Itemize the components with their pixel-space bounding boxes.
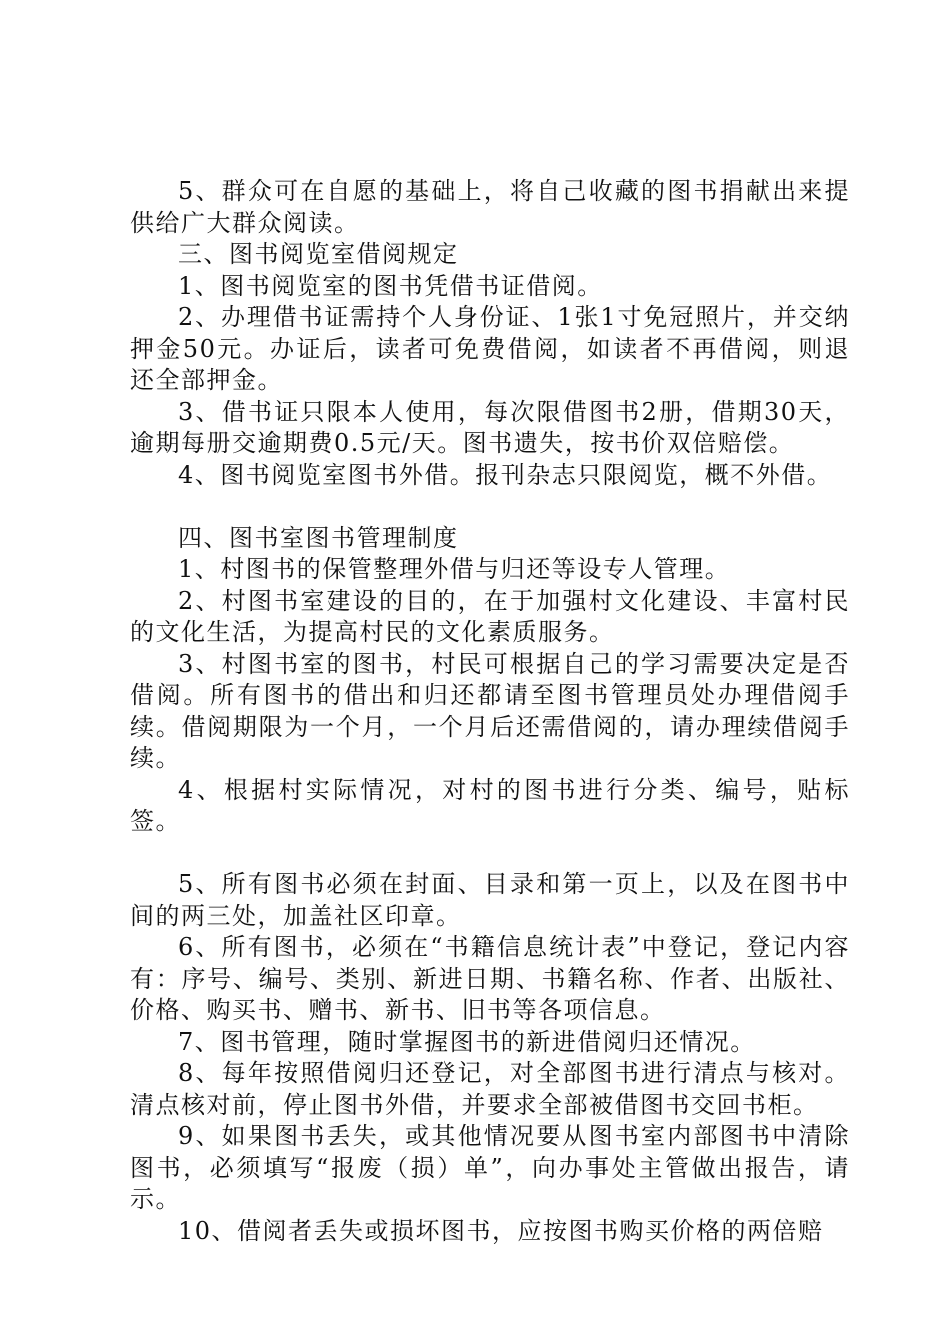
- section-heading: 四、图书室图书管理制度: [178, 523, 459, 552]
- paragraph: 9、如果图书丢失，或其他情况要从图书室内部图书中清除图书，必须填写“报废（损）单”，向办事处主管做出报告，请示。: [130, 1122, 850, 1213]
- section-heading: 三、图书阅览室借阅规定: [178, 240, 459, 268]
- paragraph: 4、根据村实际情况，对村的图书进行分类、编号，贴标签。: [130, 775, 850, 835]
- paragraph: 5、所有图书必须在封面、目录和第一页上，以及在图书中间的两三处，加盖社区印章。: [130, 870, 850, 930]
- paragraph: 2、村图书室建设的目的，在于加强村文化建设、丰富村民的文化生活，为提高村民的文化素质服务。: [130, 586, 850, 646]
- paragraph: 8、每年按照借阅归还登记，对全部图书进行清点与核对。清点核对前，停止图书外借，并要求全部被借图书交回书柜。: [130, 1059, 850, 1119]
- blank-line: [130, 838, 850, 870]
- paragraph: 1、图书阅览室的图书凭借书证借阅。: [178, 271, 603, 300]
- blank-line: [130, 491, 850, 523]
- paragraph: 3、村图书室的图书，村民可根据自己的学习需要决定是否借阅。所有图书的借出和归还都请至图书管理员处办理借阅手续。借阅期限为一个月，一个月后还需借阅的，请办理续借阅手续。: [130, 649, 850, 772]
- paragraph: 4、图书阅览室图书外借。报刊杂志只限阅览，概不外借。: [178, 460, 833, 489]
- paragraph: 1、村图书的保管整理外借与归还等设专人管理。: [178, 555, 731, 583]
- paragraph: 5、群众可在自愿的基础上，将自己收藏的图书捐献出来提供给广大群众阅读。: [130, 177, 850, 237]
- paragraph: 10、借阅者丢失或损坏图书，应按图书购买价格的两倍赔: [178, 1216, 824, 1245]
- document-body: [130, 176, 850, 1247]
- paragraph: 2、办理借书证需持个人身份证、1张1寸免冠照片，并交纳押金50元。办证后，读者可免费借阅，如读者不再借阅，则退还全部押金。: [130, 303, 850, 394]
- paragraph: 6、所有图书，必须在“书籍信息统计表”中登记，登记内容有：序号、编号、类别、新进日期、书籍名称、作者、出版社、价格、购买书、赠书、新书、旧书等各项信息。: [130, 933, 850, 1024]
- paragraph: 7、图书管理，随时掌握图书的新进借阅归还情况。: [178, 1027, 756, 1056]
- paragraph: 3、借书证只限本人使用，每次限借图书2册，借期30天，逾期每册交逾期费0.5元/天。图书遗失，按书价双倍赔偿。: [130, 397, 850, 457]
